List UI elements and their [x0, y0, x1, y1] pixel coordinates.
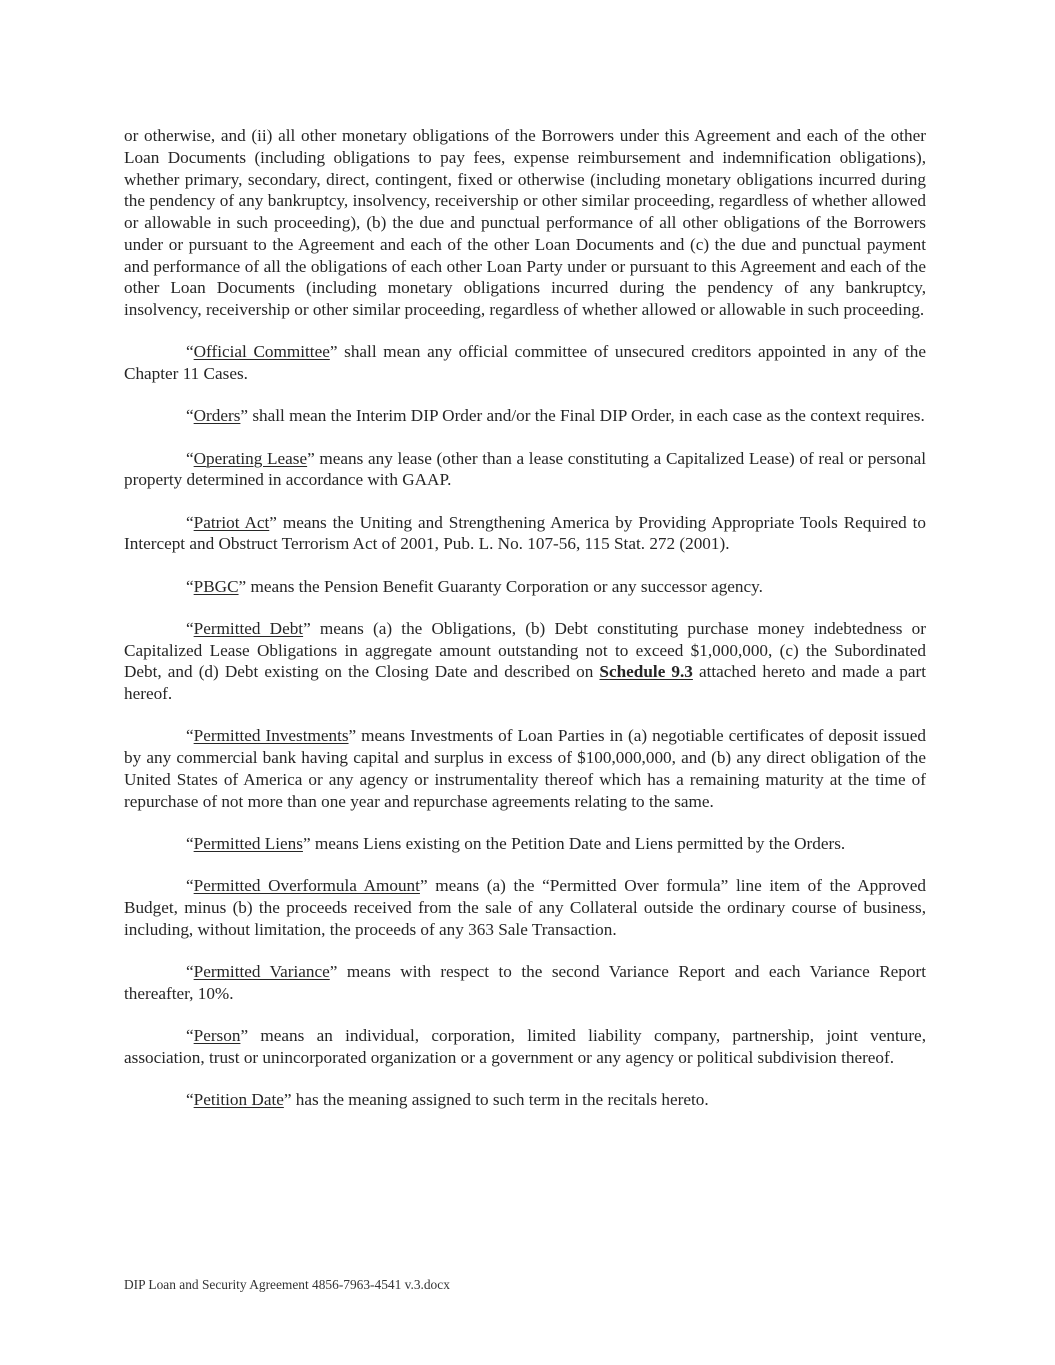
- definition-text: ” means any lease (other than a lease constituting a Capitalized Lease) of real or personal property determined in accordance with GAAP.: [124, 448, 926, 490]
- definition-permitted-overformula-amount: “Permitted Overformula Amount” means (a) the “Permitted Over formula” line item of the Approved Budget, minus (b) the proceeds received from the sale of any Collateral outside the ordinary course of business, including, without limitation, the proceeds of any 363 Sale Transaction.: [124, 876, 926, 939]
- definition-permitted-liens: “Permitted Liens” means Liens existing on the Petition Date and Liens permitted by the Orders.: [186, 833, 846, 853]
- definition-orders: “Orders” shall mean the Interim DIP Order and/or the Final DIP Order, in each case as the context requires.: [186, 406, 925, 426]
- definition-text: ” means Liens existing on the Petition Date and Liens permitted by the Orders.: [302, 833, 846, 853]
- definition-official-committee: “Official Committee” shall mean any official committee of unsecured creditors appointed in any of the Chapter 11 Cases.: [124, 342, 926, 383]
- definition-pbgc: “PBGC” means the Pension Benefit Guaranty Corporation or any successor agency.: [186, 576, 763, 596]
- defined-term: Official Committee: [193, 342, 330, 362]
- definition-text-tail: attached hereto and made a part hereof.: [124, 662, 926, 703]
- definition-permitted-debt: “Permitted Debt” means (a) the Obligations, (b) Debt constituting purchase money indebtedness or Capitalized Lease Obligations in aggregate amount outstanding not to exceed $1,000,000, (c) the Subordinated Debt, and (d) Debt existing on the Closing Date and described on Schedule 9.3 attached hereto and made a part hereof.: [124, 618, 926, 703]
- defined-term: Petition Date: [193, 1089, 284, 1109]
- defined-term: PBGC: [193, 576, 239, 596]
- page-footer: DIP Loan and Security Agreement 4856-7963-4541 v.3.docx: [124, 1277, 450, 1292]
- defined-term: Permitted Investments: [193, 726, 349, 746]
- definition-text: ” means (a) the “Permitted Over formula” line item of the Approved Budget, minus (b) the proceeds received from the sale of any Collateral outside the ordinary course of business, including, without limitation, the proceeds of any 363 Sale Transaction.: [124, 876, 926, 939]
- defined-term: Permitted Variance: [193, 961, 330, 981]
- definition-person: “Person” means an individual, corporation, limited liability company, partnership, joint venture, association, trust or unincorporated organization or a government or any agency or political subdivision thereof.: [124, 1025, 926, 1067]
- continuation-paragraph: or otherwise, and (ii) all other monetary obligations of the Borrowers under this Agreement and each of the other Loan Documents (including obligations to pay fees, expense reimbursement and indemnification obligations), whether primary, secondary, direct, contingent, fixed or otherwise (including monetary obligations incurred during the pendency of any bankruptcy, insolvency, receivership or other similar proceeding, regardless of whether allowed or allowable in such proceeding), (b) the due and punctual performance of all other obligations of the Borrowers under or pursuant to the Agreement and each of the other Loan Documents and (c) the due and punctual payment and performance of all the obligations of each other Loan Party under or pursuant to this Agreement and each of the other Loan Documents (including monetary obligations incurred during the pendency of any bankruptcy, insolvency, receivership or other similar proceeding, regardless of whether allowed or allowable in such proceeding.: [124, 126, 926, 319]
- definition-text: ” means the Uniting and Strengthening America by Providing Appropriate Tools Required to Intercept and Obstruct Terrorism Act of 2001, Pub. L. No. 107-56, 115 Stat. 272 (2001).: [124, 512, 926, 554]
- document-body: [124, 125, 926, 1131]
- defined-term: Permitted Liens: [193, 833, 303, 853]
- definition-petition-date: “Petition Date” has the meaning assigned to such term in the recitals hereto.: [186, 1089, 709, 1109]
- definition-text: ” means Investments of Loan Parties in (a) negotiable certificates of deposit issued by any commercial bank having capital and surplus in excess of $100,000,000, and (b) any direct obligation of the United States of America or any agency or instrumentality thereof which has a remaining maturity at the time of repurchase of not more than one year and repurchase agreements relating to the same.: [124, 726, 927, 811]
- schedule-reference: Schedule 9.3: [599, 662, 693, 682]
- defined-term: Patriot Act: [193, 512, 270, 532]
- defined-term: Person: [193, 1025, 241, 1045]
- defined-term: Permitted Overformula Amount: [193, 876, 420, 895]
- definition-text: ” shall mean any official committee of unsecured creditors appointed in any of the Chapter 11 Cases.: [124, 342, 926, 383]
- definition-text: ” means an individual, corporation, limited liability company, partnership, joint venture, association, trust or unincorporated organization or a government or any agency or political subdivision thereof.: [124, 1025, 926, 1067]
- definition-text: ” shall mean the Interim DIP Order and/or the Final DIP Order, in each case as the context requires.: [240, 406, 925, 426]
- defined-term: Operating Lease: [193, 448, 308, 468]
- definition-operating-lease: “Operating Lease” means any lease (other than a lease constituting a Capitalized Lease) of real or personal property determined in accordance with GAAP.: [124, 448, 926, 490]
- definition-text: ” means (a) the Obligations, (b) Debt constituting purchase money indebtedness or Capitalized Lease Obligations in aggregate amount outstanding not to exceed $1,000,000, (c) the Subordinated Debt, and (d) Debt existing on the Closing Date and described on: [124, 618, 926, 682]
- defined-term: Orders: [193, 406, 241, 426]
- definition-permitted-investments: “Permitted Investments” means Investments of Loan Parties in (a) negotiable certificates of deposit issued by any commercial bank having capital and surplus in excess of $100,000,000, and (b) any direct obligation of the United States of America or any agency or instrumentality thereof which has a remaining maturity at the time of repurchase of not more than one year and repurchase agreements relating to the same.: [124, 726, 927, 811]
- definition-patriot-act: “Patriot Act” means the Uniting and Strengthening America by Providing Appropriate Tools Required to Intercept and Obstruct Terrorism Act of 2001, Pub. L. No. 107-56, 115 Stat. 272 (2001).: [124, 512, 926, 554]
- definition-permitted-variance: “Permitted Variance” means with respect to the second Variance Report and each Variance Report thereafter, 10%.: [124, 961, 926, 1003]
- definition-text: ” has the meaning assigned to such term in the recitals hereto.: [283, 1089, 709, 1109]
- definition-text: ” means the Pension Benefit Guaranty Corporation or any successor agency.: [238, 576, 763, 596]
- definition-text: ” means with respect to the second Variance Report and each Variance Report thereafter, 10%.: [124, 961, 926, 1003]
- defined-term: Permitted Debt: [193, 618, 304, 638]
